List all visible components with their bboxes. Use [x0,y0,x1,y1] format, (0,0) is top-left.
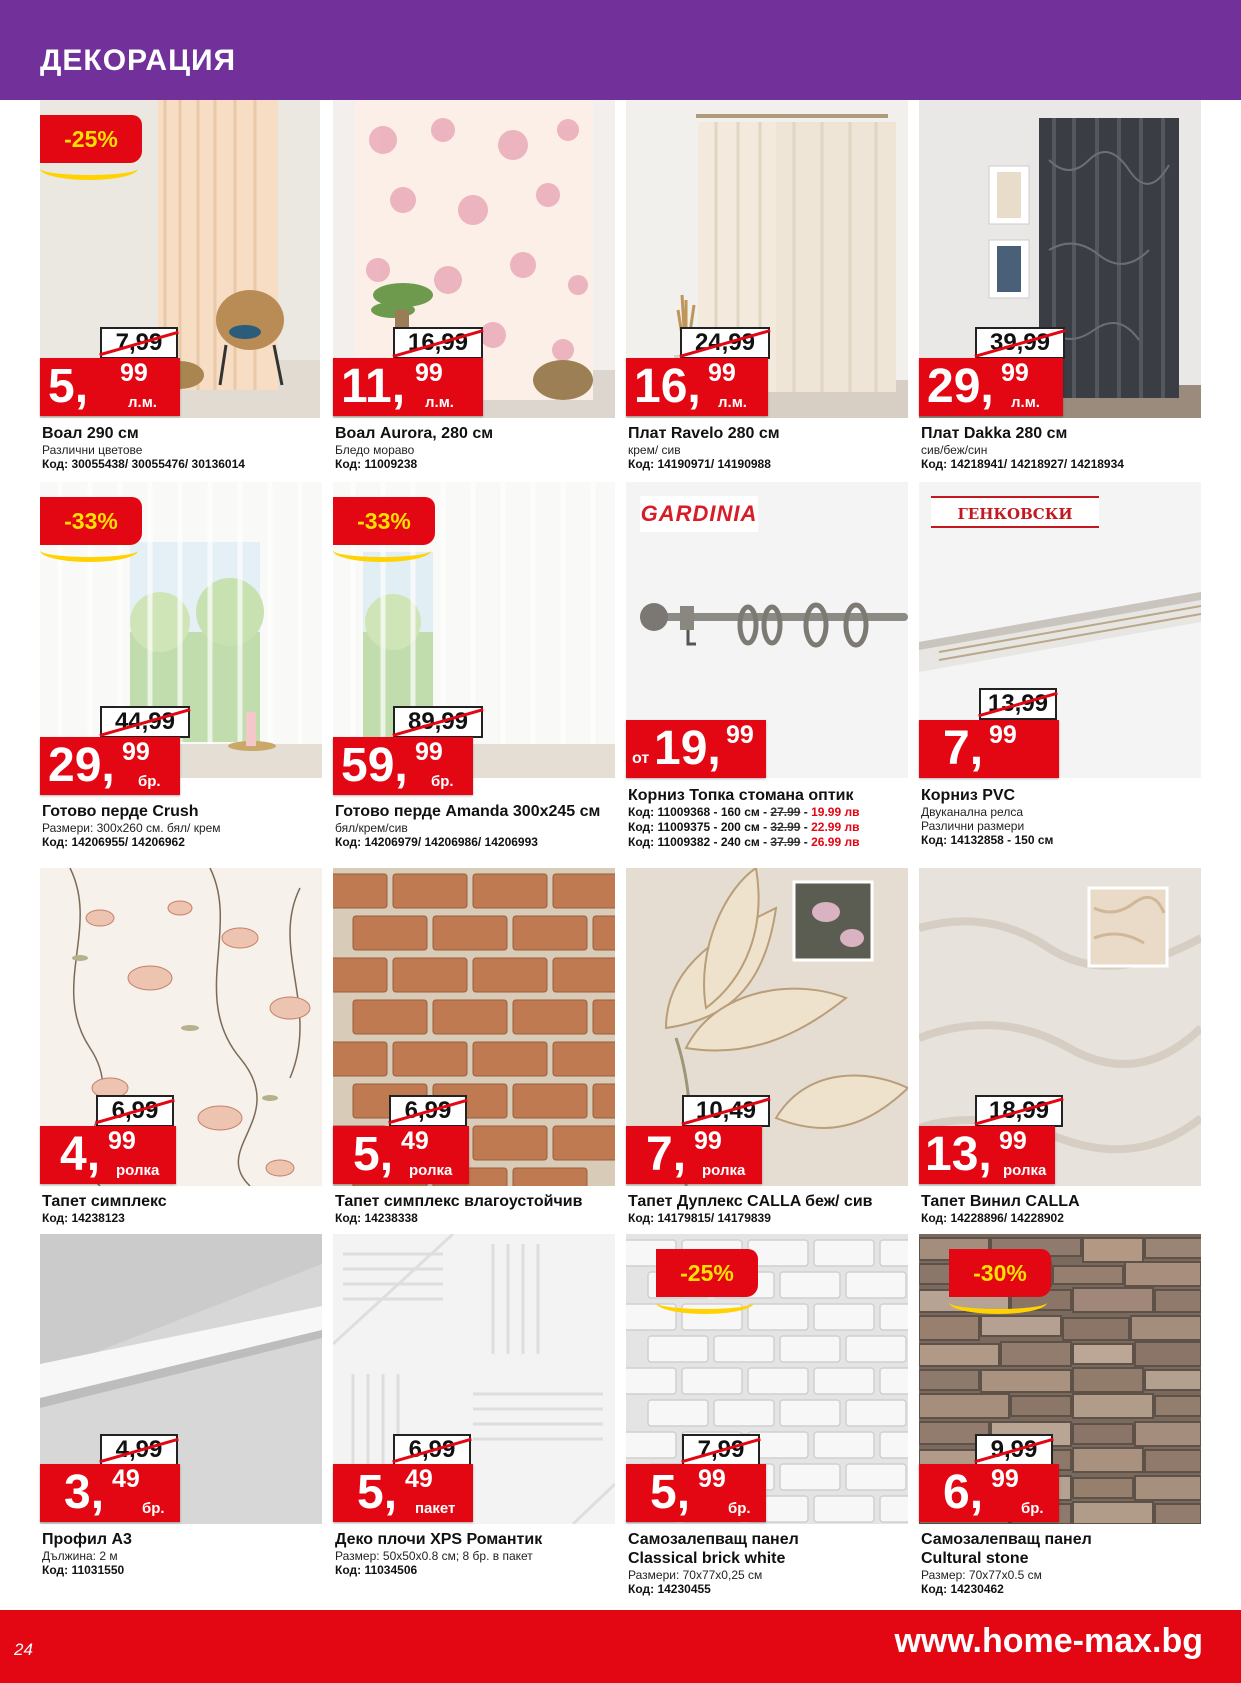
product-info [335,424,615,472]
old-price: 9,99 [975,1434,1053,1466]
price-integer: 13, [925,1128,992,1181]
product-info [42,802,322,850]
old-price: 6,99 [393,1434,471,1466]
product-code: Код: 14230462 [921,1582,1004,1596]
price-integer: 29, [927,360,994,413]
new-price-inline: 26.99 лв [811,835,860,849]
product-card[interactable] [626,482,908,854]
old-price: 6,99 [96,1095,174,1127]
price-tag [626,1464,766,1522]
product-info [628,786,908,850]
price-tag [333,737,473,795]
product-detail: Размер: 70x77x0.5 см [921,1568,1042,1582]
product-code: Код: 14218941/ 14218927/ 14218934 [921,457,1124,471]
product-card[interactable] [626,868,908,1225]
price-tag [919,358,1063,416]
product-info [628,1192,908,1226]
price-unit: л.м. [128,394,157,411]
price-tag [40,737,180,795]
product-code: Код: 11009238 [335,457,418,471]
section-title: ДЕКОРАЦИЯ [40,44,237,77]
product-name: Корниз PVC [921,787,1016,804]
price-decimal: 99 [122,738,150,766]
product-name: Воал 290 см [42,425,139,442]
price-integer: 11, [341,360,406,413]
old-price: 7,99 [100,327,178,359]
product-detail: крем/ сив [628,443,681,457]
product-detail: Размери: 300x260 см. бял/ крем [42,821,221,835]
price-unit: ролка [1003,1162,1047,1179]
product-info [42,1192,322,1226]
product-code-line: Код: 11009368 - 160 см - 27.99 - 19.99 лв [628,805,860,819]
product-info [921,1192,1201,1226]
old-price: 16,99 [393,327,483,359]
old-price: 39,99 [975,327,1065,359]
old-price: 13,99 [979,688,1057,720]
product-detail: Различни цветове [42,443,143,457]
product-code-line: Код: 11009375 - 200 см - 32.99 - 22.99 лв [628,820,860,834]
price-unit: ролка [116,1162,160,1179]
product-card[interactable] [626,100,908,470]
product-card[interactable] [919,482,1201,854]
product-card[interactable] [40,1234,322,1606]
old-price: 24,99 [680,327,770,359]
price-decimal: 99 [999,1127,1027,1155]
price-integer: 5, [357,1466,398,1519]
price-decimal: 99 [989,721,1017,749]
product-code: Код: 14238123 [42,1211,125,1225]
old-price-inline: 37.99 [770,835,801,849]
product-code: Код: 11034506 [335,1563,418,1577]
price-unit: бр. [142,1500,165,1517]
price-unit: пакет [415,1500,456,1517]
price-unit: бр. [1021,1500,1044,1517]
price-integer: 6, [943,1466,984,1519]
product-name: Тапет Дуплекс CALLA беж/ сив [628,1193,873,1210]
product-name: Тапет симплекс [42,1193,167,1210]
price-decimal: 99 [120,359,148,387]
website-link[interactable]: www.home-max.bg [894,1622,1203,1660]
price-integer: 19, [654,722,721,775]
price-prefix: от [632,750,650,767]
price-decimal: 49 [401,1127,429,1155]
product-code: Код: 14238338 [335,1211,418,1225]
old-price: 18,99 [975,1095,1063,1127]
product-detail: Размер: 50x50x0.8 см; 8 бр. в пакет [335,1549,533,1563]
page-header [0,0,1241,100]
product-card[interactable] [333,100,615,470]
price-decimal: 99 [991,1465,1019,1493]
product-info [628,1530,908,1597]
product-info [42,424,320,472]
discount-badge: -25% [656,1249,758,1297]
old-price: 10,49 [682,1095,770,1127]
price-integer: 4, [60,1128,101,1181]
product-info [335,1530,615,1578]
price-tag [626,1126,762,1184]
price-decimal: 49 [405,1465,433,1493]
price-tag [919,1126,1055,1184]
price-integer: 59, [341,739,408,792]
product-detail: Дължина: 2 м [42,1549,118,1563]
product-code-line: Код: 11009382 - 240 см - 37.99 - 26.99 лв [628,835,860,849]
old-price: 89,99 [393,706,483,738]
old-price: 4,99 [100,1434,178,1466]
product-info [921,424,1201,472]
price-decimal: 99 [694,1127,722,1155]
product-detail: Двуканална релса [921,805,1023,819]
product-name: Плат Ravelo 280 см [628,425,780,442]
product-code: Код: 14230455 [628,1582,711,1596]
new-price-inline: 22.99 лв [811,820,860,834]
product-card[interactable] [919,868,1201,1225]
product-name: Тапет Винил CALLA [921,1193,1080,1210]
price-integer: 7, [943,722,984,775]
product-info [921,786,1201,848]
price-tag [40,1126,176,1184]
product-info [335,802,615,850]
price-unit: бр. [431,773,454,790]
discount-badge: -30% [949,1249,1051,1297]
old-price-inline: 27.99 [770,805,801,819]
price-decimal: 99 [1001,359,1029,387]
price-unit: ролка [702,1162,746,1179]
discount-badge: -33% [40,497,142,545]
price-decimal: 99 [708,359,736,387]
product-card[interactable] [333,1234,615,1606]
product-code: Код: 14190971/ 14190988 [628,457,771,471]
product-card[interactable] [40,100,320,470]
product-code: Код: 14206979/ 14206986/ 14206993 [335,835,538,849]
price-tag [919,1464,1059,1522]
price-unit: бр. [728,1500,751,1517]
price-unit: л.м. [718,394,747,411]
product-detail: бял/крем/сив [335,821,408,835]
product-detail: Размери: 70x77x0,25 см [628,1568,763,1582]
price-tag [626,358,768,416]
price-decimal: 49 [112,1465,140,1493]
page-footer [0,1610,1241,1683]
product-info [42,1530,322,1578]
price-tag [333,1464,473,1522]
price-tag [333,1126,469,1184]
price-decimal: 99 [108,1127,136,1155]
product-name: Деко плочи XPS Романтик [335,1531,543,1548]
price-tag [40,358,180,416]
product-name: Самозалепващ панел Cultural stone [921,1531,1092,1567]
product-card[interactable] [919,100,1201,470]
product-name: Корниз Топка стомана оптик [628,787,854,804]
new-price-inline: 19.99 лв [811,805,860,819]
product-card[interactable] [333,482,615,854]
product-code: Код: 14132858 - 150 см [921,833,1054,847]
product-card[interactable] [40,868,322,1225]
product-info [921,1530,1201,1597]
product-code: Код: 14228896/ 14228902 [921,1211,1064,1225]
price-integer: 3, [64,1466,105,1519]
product-info [335,1192,615,1226]
page-number: 24 [14,1640,33,1659]
old-price-inline: 32.99 [770,820,801,834]
product-code: Код: 11031550 [42,1563,125,1577]
product-name: Профил А3 [42,1531,132,1548]
product-card[interactable] [626,1234,908,1606]
product-name: Воал Aurora, 280 см [335,425,494,442]
product-card[interactable] [919,1234,1201,1606]
product-detail: Бледо мораво [335,443,415,457]
product-name: Тапет симплекс влагоустойчив [335,1193,583,1210]
brand-logo: GARDINIA [640,496,758,532]
discount-badge: -33% [333,497,435,545]
price-integer: 5, [650,1466,691,1519]
product-name: Готово перде Amanda 300x245 см [335,803,601,820]
product-name: Плат Dakka 280 см [921,425,1068,442]
old-price: 6,99 [389,1095,467,1127]
price-decimal: 99 [415,359,443,387]
product-code: Код: 14179815/ 14179839 [628,1211,771,1225]
product-code: Код: 14206955/ 14206962 [42,835,185,849]
product-card[interactable] [40,482,322,854]
price-integer: 7, [646,1128,687,1181]
price-decimal: 99 [698,1465,726,1493]
product-info [628,424,908,472]
price-unit: л.м. [425,394,454,411]
price-tag [40,1464,180,1522]
product-card[interactable] [333,868,615,1225]
price-tag [626,720,766,778]
price-integer: 5, [353,1128,394,1181]
product-name: Готово перде Crush [42,803,199,820]
price-decimal: 99 [726,721,754,749]
product-detail: Различни размери [921,819,1025,833]
product-name: Самозалепващ панел Classical brick white [628,1531,799,1567]
price-unit: ролка [409,1162,453,1179]
product-detail: сив/беж/син [921,443,988,457]
price-integer: 5, [48,360,89,413]
price-integer: 16, [634,360,701,413]
price-integer: 29, [48,739,115,792]
price-unit: бр. [138,773,161,790]
brand-logo: ГЕНКОВСКИ [931,496,1099,528]
product-code: Код: 30055438/ 30055476/ 30136014 [42,457,245,471]
price-tag [333,358,483,416]
discount-badge: -25% [40,115,142,163]
price-decimal: 99 [415,738,443,766]
price-unit: л.м. [1011,394,1040,411]
price-tag [919,720,1059,778]
old-price: 44,99 [100,706,190,738]
old-price: 7,99 [682,1434,760,1466]
